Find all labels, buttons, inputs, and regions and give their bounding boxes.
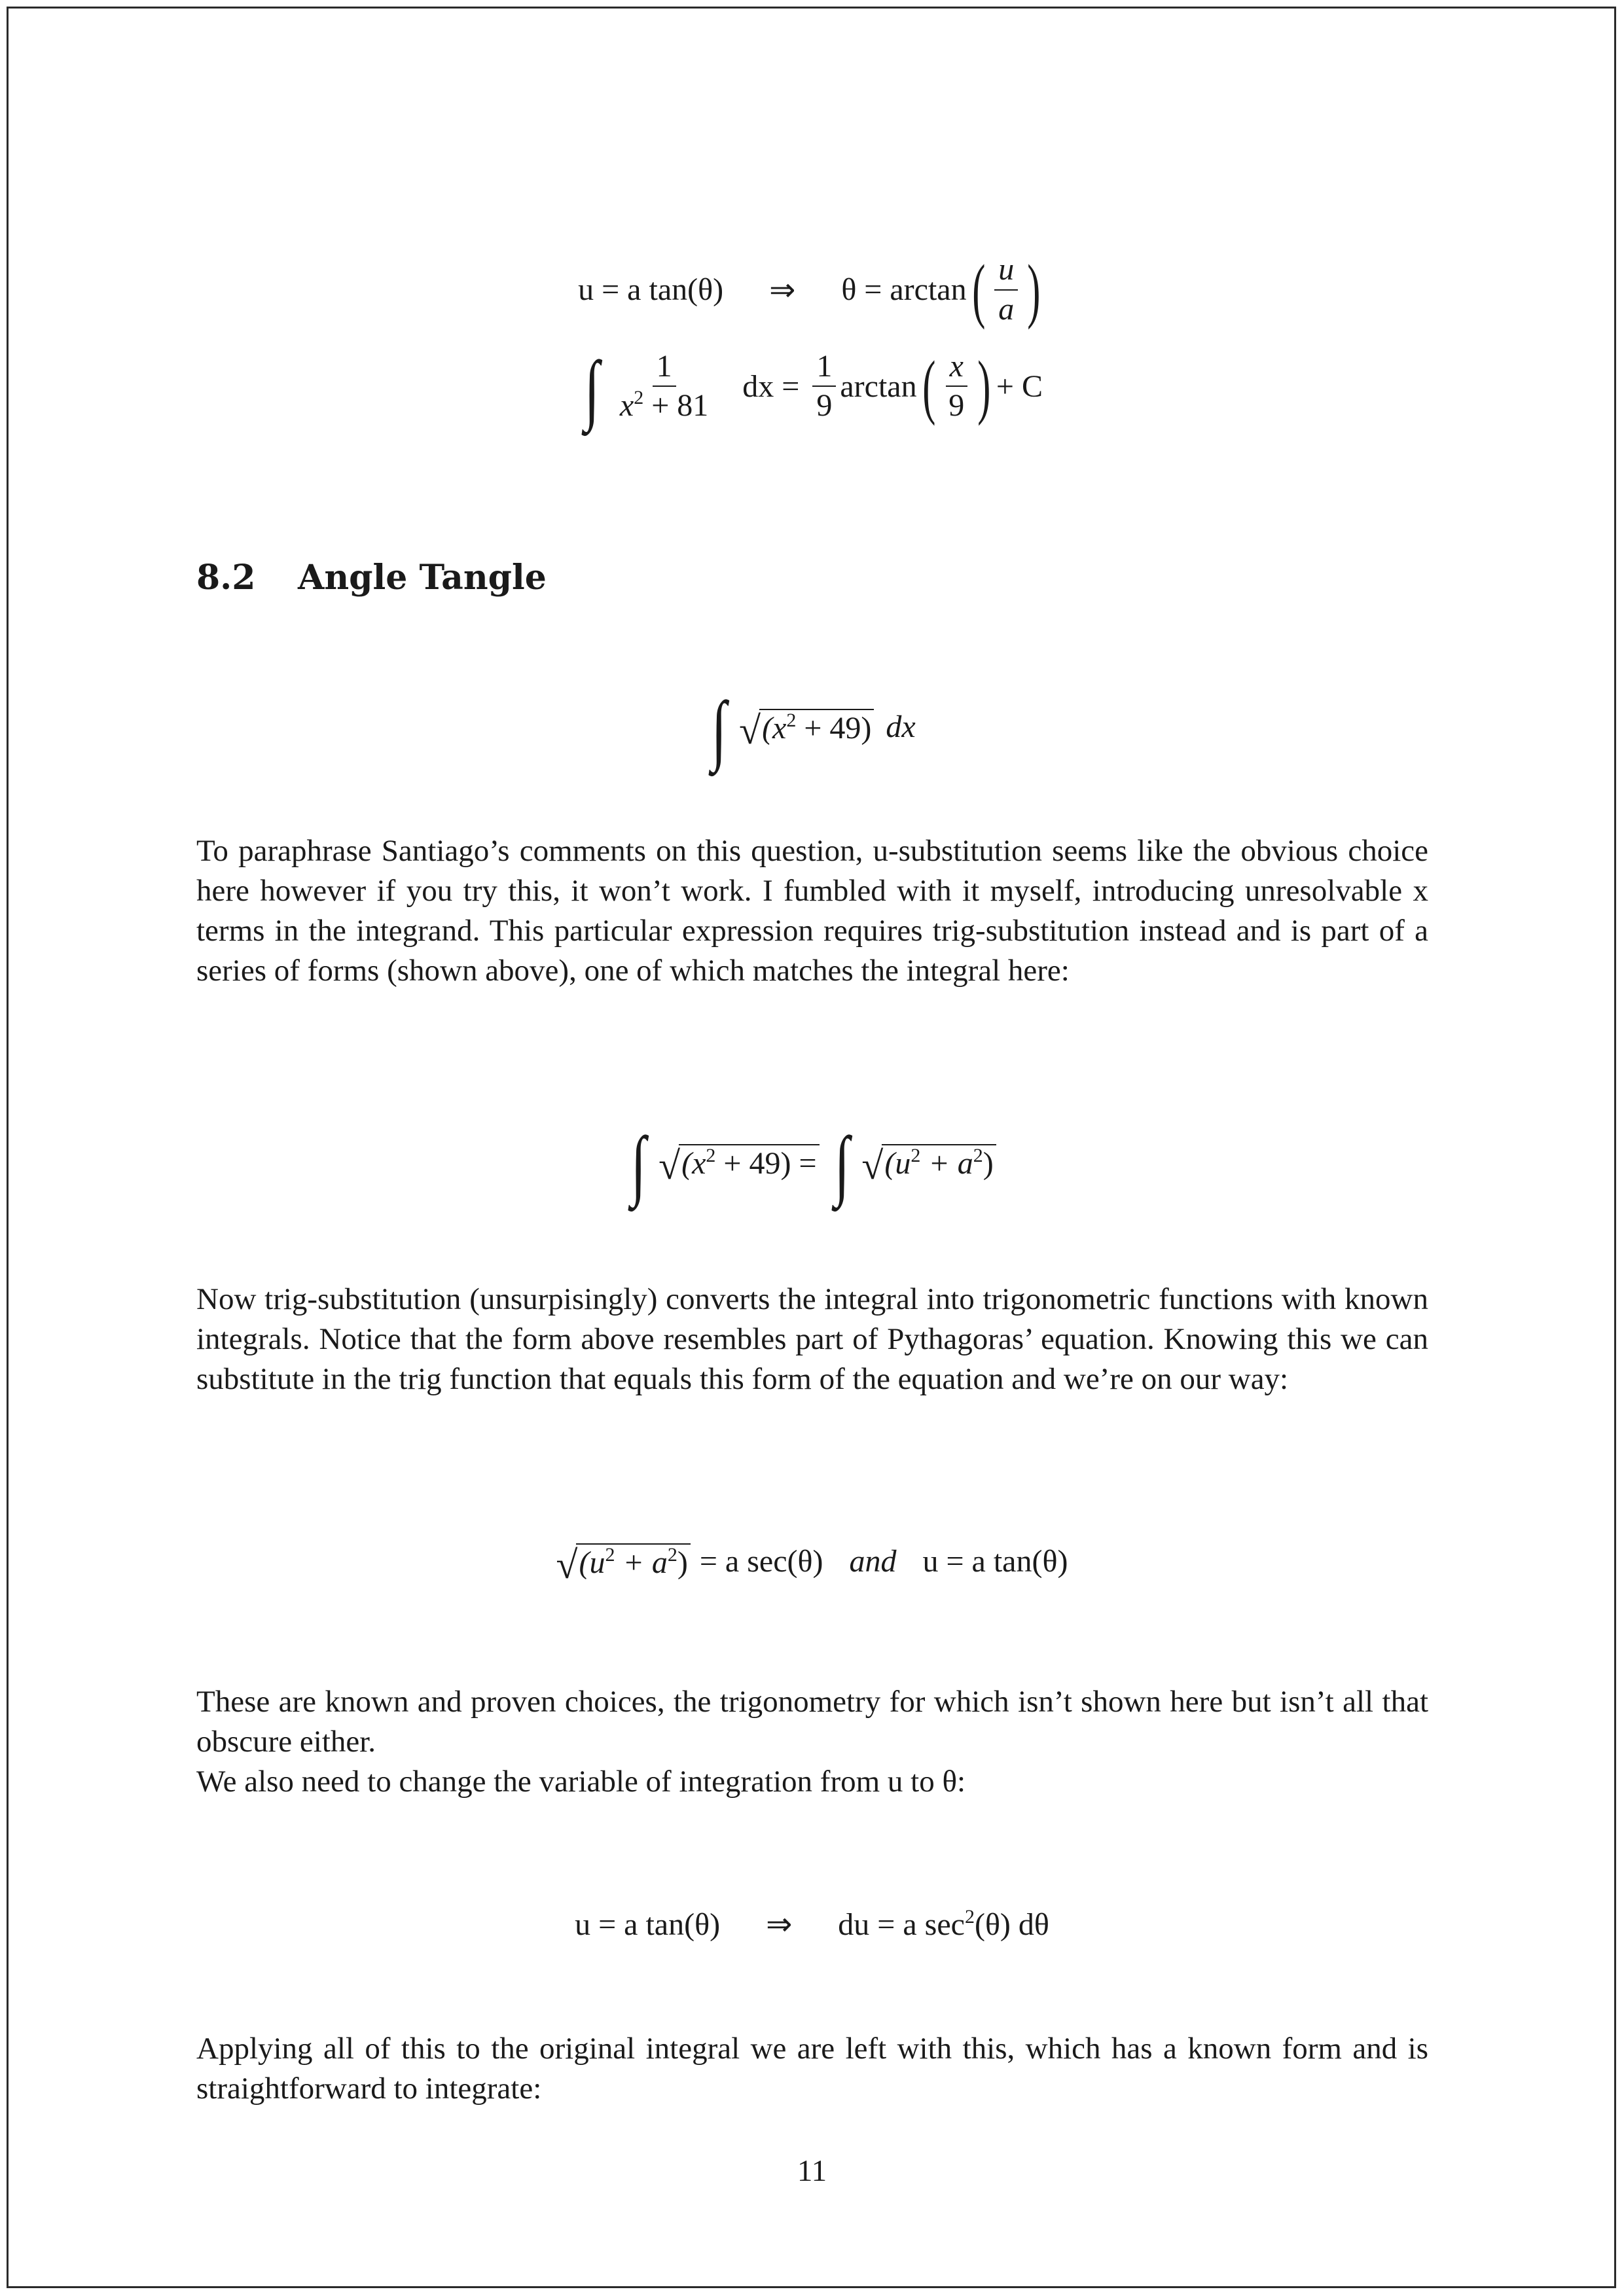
eq-arctan: arctan — [840, 368, 917, 404]
fraction-x-over-9: $\frac{x}{9}$ — [945, 350, 968, 423]
integral-sign: ∫ — [631, 1121, 647, 1208]
paragraph-trig-substitution: Now trig-substitution (unsurpisingly) converts the integral into trigonometric functions with known integrals. Notice that the form above resembles part of Pythagoras’ equation. Knowing this we can substitute in the trig function that equals this form of the equation and we’re on our way: — [196, 1282, 1428, 1396]
eq-dx: dx — [886, 709, 916, 744]
integral-sign: ∫ — [834, 1121, 850, 1208]
eq-lhs: u = a tan(θ) — [578, 272, 724, 307]
paragraph-intro: To paraphrase Santiago’s comments on this question, u-substitution seems like the obvious choice here however if you try this, it won’t work. I fumbled with it myself, introducing unresolvable x terms in the integrand. This particular expression requires trig-substitution instead and is part of a series of forms (shown above), one of which matches the integral here: — [196, 834, 1428, 988]
integral-sign: ∫ — [584, 345, 600, 432]
paragraph-change-variable: We also need to change the variable of integration from u to θ: — [196, 1765, 966, 1799]
section-heading — [196, 558, 547, 598]
eq-tan: u = a tan(θ) — [922, 1543, 1068, 1579]
eq-lhs: u = a tan(θ) — [575, 1907, 721, 1942]
implies-arrow: ⇒ — [766, 1907, 793, 1942]
eq-and: and — [849, 1543, 897, 1579]
page-number: 11 — [797, 2154, 827, 2188]
eq-theta: θ = arctan — [841, 272, 967, 307]
equation-substitution — [0, 1525, 1624, 1597]
square-root: √ $(u^2 + a^2)$ — [556, 1541, 691, 1581]
eq-du: du = a $\sec^2(\theta)$ dθ — [838, 1905, 1049, 1942]
section-title: Angle Tangle — [298, 558, 547, 598]
fraction-u-over-a: $\frac{u}{a}$ — [994, 253, 1018, 326]
eq-constant: + C — [996, 368, 1043, 404]
square-root: √ $(x^2 + 49)$ — [739, 707, 874, 746]
section-number: 8.2 — [196, 558, 256, 598]
eq-sec: = a sec(θ) — [699, 1543, 823, 1579]
implies-arrow: ⇒ — [769, 272, 796, 308]
equation-differential — [0, 1895, 1624, 1954]
paragraph-choices: These are known and proven choices, the trigonometry for which isn’t shown here but isn’t all that obscure either. We also need to change the variable of integration from u to θ: — [196, 1682, 1428, 1802]
eq-dx: dx = — [742, 368, 800, 404]
square-root: √ $(x^2 + 49)$ = — [659, 1142, 819, 1181]
fraction-integrand: $\frac{1}{x^2 + 81}$ — [619, 348, 709, 423]
square-root: √ $(u^2 + a^2)$ — [861, 1142, 996, 1181]
integral-sign: ∫ — [712, 685, 727, 772]
paragraph-apply: Applying all of this to the original integral we are left with this, which has a known form and is straightforward to integrate: — [196, 2032, 1428, 2106]
equation-arctan-definition: u = a tan(θ) ⇒ θ = arctan ( $\frac{u}{a}$ ) — [578, 249, 1041, 330]
fraction-one-ninth: $\frac{1}{9}$ — [812, 350, 836, 423]
equation-main-integral — [0, 681, 1624, 772]
equation-arctan-integral: ∫ $\frac{1}{x^2 + 81}$ dx = $\frac{1}{9}$ arctan ( $\frac{x}{9}$ ) + C — [584, 345, 1043, 432]
equation-form-match — [0, 1116, 1624, 1208]
